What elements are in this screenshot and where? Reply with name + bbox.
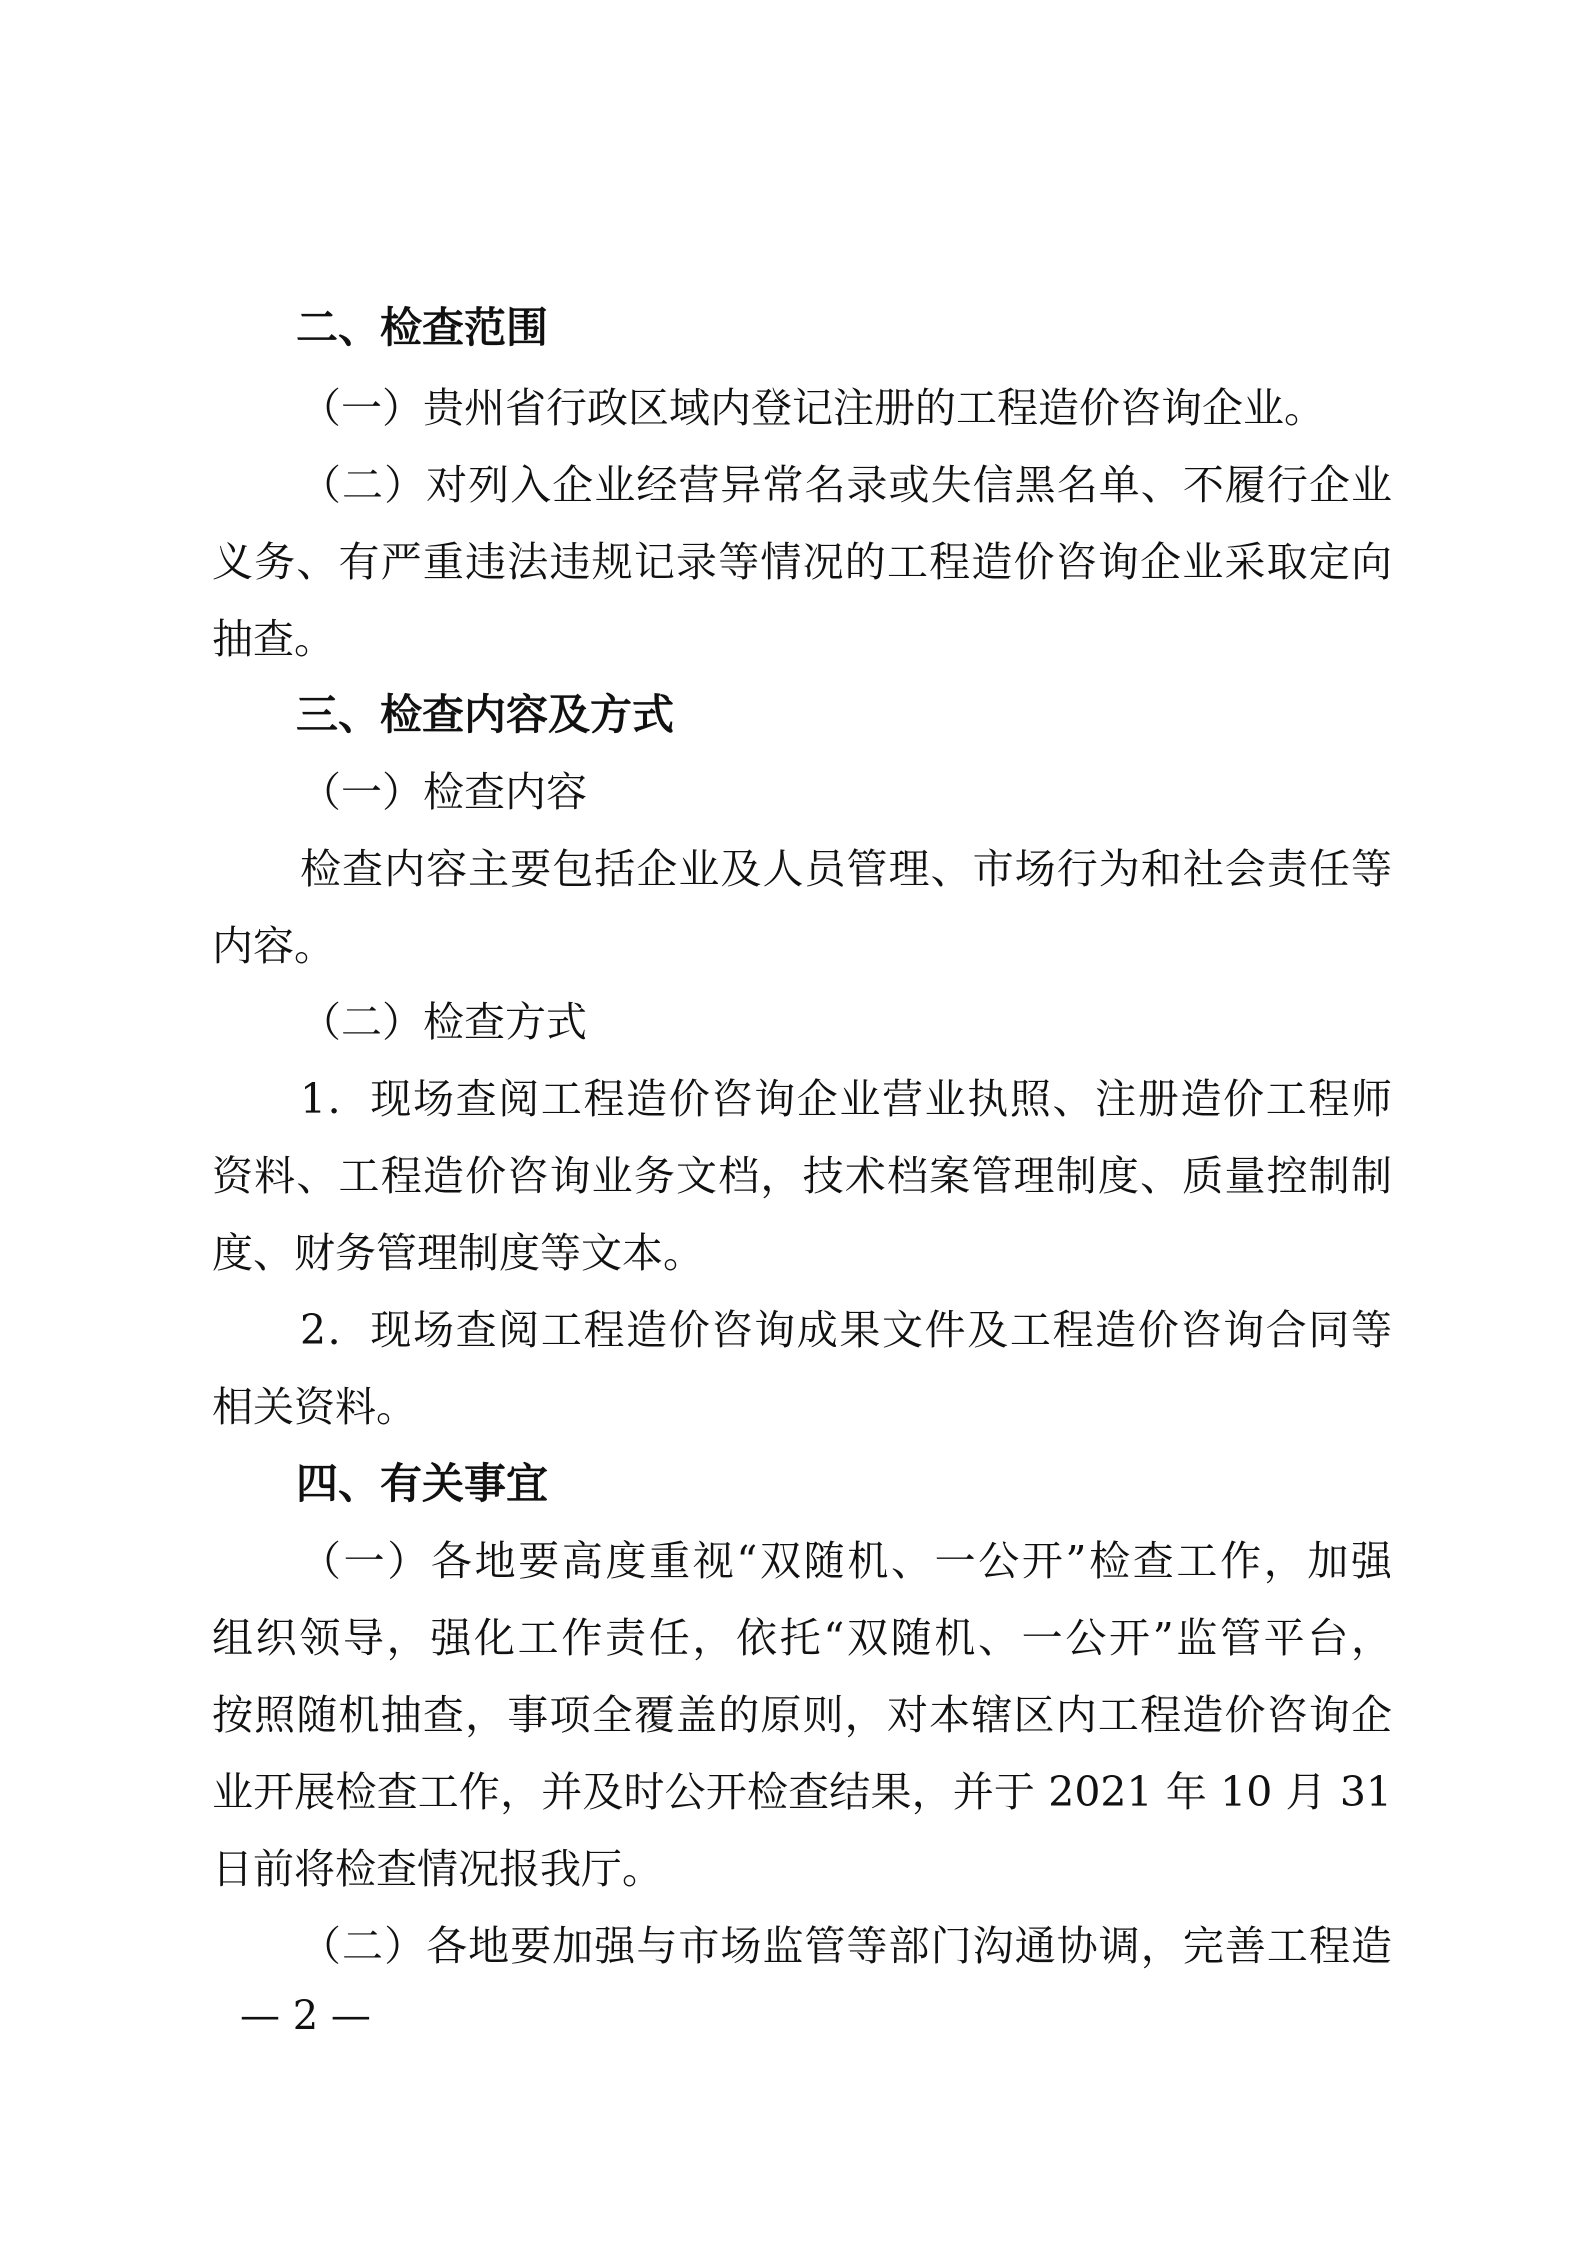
matters-1-line-4: 业开展检查工作，并及时公开检查结果，并于 2021 年 10 月 31 [212,1768,1392,1816]
page-number: — 2 — [240,1993,371,2039]
matters-1-line-5: 日前将检查情况报我厅。 [212,1845,663,1893]
method-2-line-1: 2．现场查阅工程造价咨询成果文件及工程造价咨询合同等 [300,1306,1392,1354]
scope-item-2-line-3: 抽查。 [212,615,335,663]
subheading-method: （二）检查方式 [300,998,587,1046]
section-heading-matters: 四、有关事宜 [296,1459,549,1508]
scope-item-2-line-2: 义务、有严重违法违规记录等情况的工程造价咨询企业采取定向 [212,538,1392,586]
scope-item-1: （一）贵州省行政区域内登记注册的工程造价咨询企业。 [300,384,1325,432]
subheading-content: （一）检查内容 [300,768,587,816]
method-2-line-2: 相关资料。 [212,1383,417,1431]
method-1-line-3: 度、财务管理制度等文本。 [212,1229,704,1277]
method-1-line-1: 1．现场查阅工程造价咨询企业营业执照、注册造价工程师 [300,1075,1392,1123]
matters-2-line-1: （二）各地要加强与市场监管等部门沟通协调，完善工程造 [300,1922,1392,1970]
content-text-line-1: 检查内容主要包括企业及人员管理、市场行为和社会责任等 [300,845,1392,893]
matters-1-line-3: 按照随机抽查，事项全覆盖的原则，对本辖区内工程造价咨询企 [212,1691,1392,1739]
matters-1-line-2: 组织领导，强化工作责任，依托“双随机、一公开”监管平台， [212,1614,1392,1662]
section-heading-scope: 二、检查范围 [296,303,549,352]
scope-item-2-line-1: （二）对列入企业经营异常名录或失信黑名单、不履行企业 [300,461,1392,509]
section-heading-content-method: 三、检查内容及方式 [296,690,675,739]
content-text-line-2: 内容。 [212,922,335,970]
matters-1-line-1: （一）各地要高度重视“双随机、一公开”检查工作，加强 [300,1537,1392,1585]
method-1-line-2: 资料、工程造价咨询业务文档，技术档案管理制度、质量控制制 [212,1152,1392,1200]
